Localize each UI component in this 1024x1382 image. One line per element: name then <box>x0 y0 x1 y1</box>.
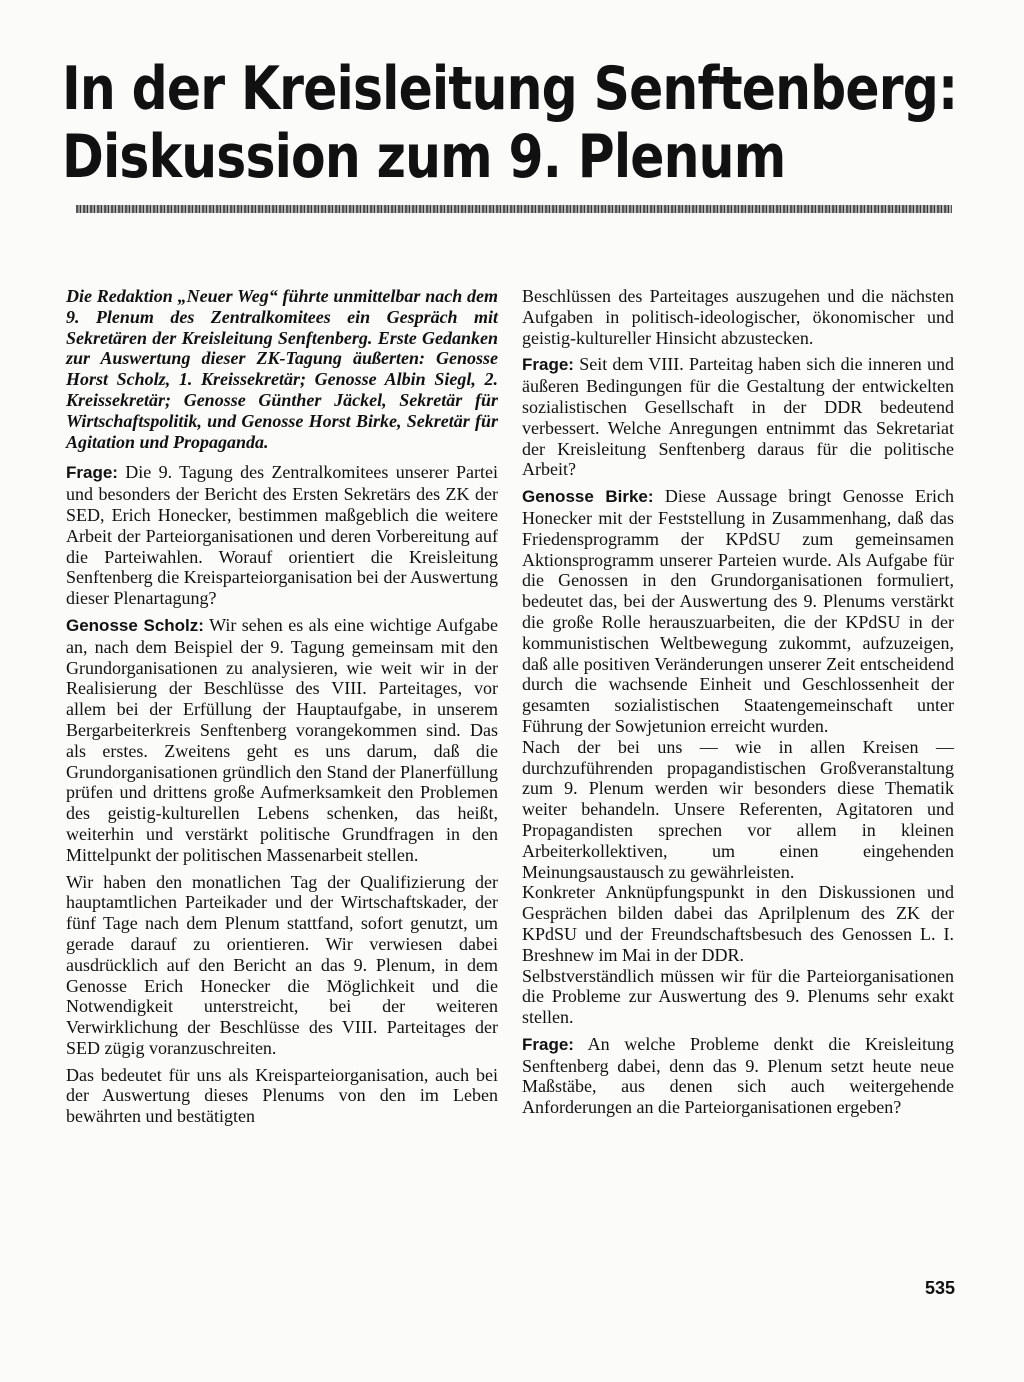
answer-text: Diese Aussage bringt Genosse Erich Honecker mit der Feststellung in Zusammenhang, daß das Friedensprogramm der KPdSU zum gemeinsamen Aktionsprogramm unserer Parteien wurde. Als Aufgabe für die Genossen in den Grundorganisationen formuliert, bedeutet das, bei der Auswertung des 9. Plenums verstärkt die große Rolle herauszuarbeiten, die der KPdSU in der kommunistischen Weltbewegung zukommt, aufzuzeigen, daß alle positiven Veränderungen unserer Zeit entscheidend durch die wachsende Einheit und Geschlossenheit der gesamten sozialistischen Staatengemeinschaft unter Führung der Sowjetunion erreicht wurden. <box>522 486 954 736</box>
headline-line-2: Diskussion zum 9. Plenum <box>62 122 786 192</box>
question-text: Die 9. Tagung des Zentralkomitees unserer Partei und besonders der Bericht des Ersten Sekretärs des ZK der SED, Erich Honecker, bestimmen maßgeblich die weitere Arbeit der Parteiorganisationen und deren Vorbereitung auf die Parteiwahlen. Worauf orientiert die Kreisleitung Senftenberg die Kreisparteiorganisation bei der Auswertung dieser Plenartagung? <box>66 462 498 609</box>
question-text: Seit dem VIII. Parteitag haben sich die inneren und äußeren Bedingungen für die Gestaltung der entwickelten sozialistischen Gesellschaft in der DDR bedeutend verbessert. Welche Anregungen entnimmt das Sekretariat der Kreisleitung Senftenberg daraus für die politische Arbeit? <box>522 354 954 480</box>
body-paragraph: Nach der bei uns — wie in allen Kreisen — durchzuführenden propagandistischen Großveranstaltung zum 9. Plenum werden wir besonders diese Thematik weiter behandeln. Unsere Referenten, Agitatoren und Propagandisten sprechen vor allem in kleinen Arbeiterkollektiven, um einen eingehenden Meinungsaustausch zu gewährleisten. <box>522 736 954 882</box>
answer-1 <box>66 615 498 866</box>
headline <box>62 54 958 192</box>
question-3 <box>522 1034 954 1118</box>
page-number: 535 <box>925 1278 956 1298</box>
headline-rule <box>76 205 952 213</box>
speaker-label: Frage: <box>522 1034 574 1054</box>
question-1 <box>66 462 498 609</box>
headline-line-1: In der Kreisleitung Senftenberg: <box>62 54 958 124</box>
speaker-label: Frage: <box>522 355 574 375</box>
speaker-label: Genosse Scholz: <box>66 615 204 635</box>
speaker-label: Genosse Birke: <box>522 487 654 507</box>
question-text: An welche Probleme denkt die Kreisleitung Senftenberg dabei, denn das 9. Plenum setzt heute neue Maßstäbe, aus denen sich auch weitergehende Anforderungen an die Parteiorganisationen ergeben? <box>522 1033 954 1118</box>
answer-2 <box>522 486 954 737</box>
speaker-label: Frage: <box>66 463 118 483</box>
body-paragraph: Das bedeutet für uns als Kreisparteiorganisation, auch bei der Auswertung dieses Plenums von den im Leben bewährten und bestätigten <box>66 1064 498 1127</box>
left-column <box>66 286 498 1127</box>
body-paragraph: Konkreter Anknüpfungspunkt in den Diskussionen und Gesprächen bilden dabei das Aprilplenum des ZK der KPdSU und der Freundschaftsbesuch des Genossen L. I. Breshnew im Mai in der DDR. <box>522 882 954 965</box>
body-paragraph: Selbstverständlich müssen wir für die Parteiorganisationen die Probleme zur Auswertung des 9. Plenums sehr exakt stellen. <box>522 965 954 1028</box>
question-2 <box>522 354 954 480</box>
answer-text: Wir sehen es als eine wichtige Aufgabe an, nach dem Beispiel der 9. Tagung gemeinsam mit den Grundorganisationen zu analysieren, wie weit wir in der Realisierung der Beschlüsse des VIII. Parteitages, vor allem bei der Erfüllung der Hauptaufgabe, in unserem Bergarbeiterkreis Senftenberg vorangekommen sind. Das als erstes. Zweitens geht es uns darum, daß die Grundorganisationen gründlich den Stand der Planerfüllung prüfen und drittens große Aufmerksamkeit den Problemen des geistig-kulturellen Lebens schenken, das heißt, weiterhin und verstärkt politische Grundfragen in den Mittelpunkt der politischen Massenarbeit stellen. <box>66 614 498 865</box>
body-paragraph: Beschlüssen des Parteitages auszugehen und die nächsten Aufgaben in politisch-ideologischer, ökonomischer und geistig-kultureller Hinsicht abzustecken. <box>522 286 954 348</box>
body-paragraph: Wir haben den monatlichen Tag der Qualifizierung der hauptamtlichen Parteikader und der Wirtschaftskader, der fünf Tage nach dem Plenum stattfand, sofort genutzt, um gerade darauf zu orientieren. Wir verwiesen dabei ausdrücklich auf den Bericht an das 9. Plenum, in dem Genosse Erich Honecker die Möglichkeit und die Notwendigkeit unterstreicht, bei der weiteren Verwirklichung der Beschlüsse des VIII. Parteitages der SED zügig voranzuschreiten. <box>66 871 498 1058</box>
right-column <box>522 286 954 1124</box>
intro-paragraph: Die Redaktion „Neuer Weg“ führte unmittelbar nach dem 9. Plenum des Zentralkomitees ein Gespräch mit Sekretären der Kreisleitung Senftenberg. Erste Gedanken zur Auswertung dieser ZK-Tagung äußerten: Genosse Horst Scholz, 1. Kreissekretär; Genosse Albin Siegl, 2. Kreissekretär; Genosse Günther Jäckel, Sekretär für Wirtschaftspolitik, und Genosse Horst Birke, Sekretär für Agitation und Propaganda. <box>66 286 498 452</box>
